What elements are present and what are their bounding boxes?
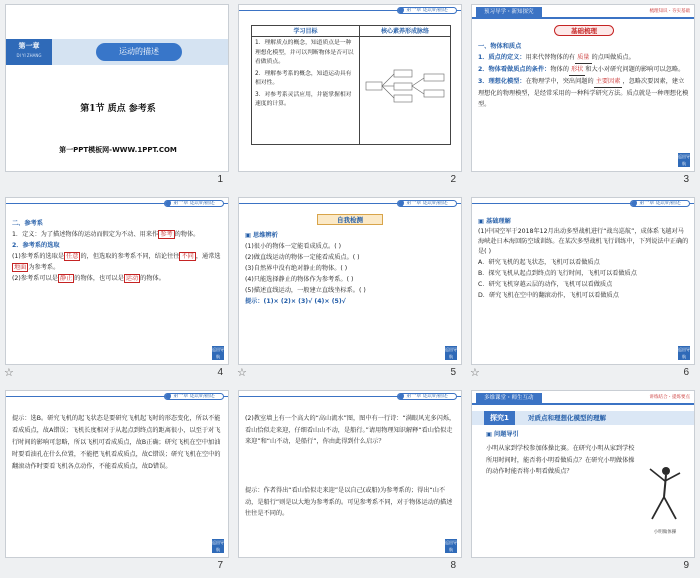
slide-number: 5 (450, 367, 456, 378)
goal-item: 1．理解质点的概念，知道质点是一种理想化模型，并可以判断物体是否可以看做质点。 (255, 40, 354, 65)
nav-chip[interactable]: 第一章 运动的描述 (397, 200, 457, 207)
answer-explanation: 提示：选B。研究飞机的起飞状态是要研究飞机起飞时的形态变化，所以不能看成质点，故A错误；飞机长度相对于从起点到终点的距离很小，以至于对飞行时间的影响可忽略，所以飞机可看成质点，故B正确；研究飞机在空中加油时要看油孔在什么位置，不能把飞机看成质点，故C错误；研究飞机在空中的翻滚动作时要看飞机各点动作，不能看成质点，故D错误。 (12, 415, 221, 470)
section-banner: 预习导学・新知探究 (476, 7, 542, 17)
nav-chip[interactable]: 第一章 运动的描述 (164, 200, 224, 207)
goal-item: 2．理解参考系的概念，知道运动具有相对性。 (255, 70, 352, 86)
slide-cell-4[interactable] (0, 193, 233, 385)
judge-item: (1)很小的物体一定能看成质点。( ) (245, 243, 341, 250)
column-header: 学习目标 (252, 26, 360, 37)
slide-cell-3[interactable] (466, 0, 699, 192)
back-button[interactable]: 返回导航 (212, 347, 224, 359)
column-header: 核心素养形成脉络 (360, 26, 450, 37)
answer-blank: 质量 (575, 52, 591, 64)
slide-number: 9 (683, 560, 689, 571)
basics-heading: 基础梳理 (554, 25, 614, 36)
chapter-title: 运动的描述 (96, 43, 182, 61)
animation-star-icon: ☆ (4, 366, 14, 379)
option-d: D．研究飞机在空中的翻滚动作，飞机可以看做质点 (478, 292, 619, 299)
slide-thumbnail[interactable] (471, 197, 695, 365)
goal-item: 3．对参考系灵活应用，并能掌握相对速度的计算。 (255, 91, 352, 107)
slide-number: 7 (217, 560, 223, 571)
probe-title: 对质点和理想化模型的理解 (528, 414, 606, 422)
option-b: B．探究飞机从起点到终点的飞行时间，飞机可以看做质点 (478, 270, 637, 277)
judge-item: (5)描述直线运动，一般建立直线坐标系。( ) (245, 287, 366, 294)
slide-thumbnail[interactable] (5, 390, 229, 558)
slide-cell-5[interactable] (233, 193, 466, 385)
animation-star-icon: ☆ (237, 366, 247, 379)
slide-cell-8[interactable] (233, 386, 466, 578)
answer-hint: 提示：(1)× (2)× (3)√ (4)× (5)√ (245, 298, 346, 305)
back-button[interactable]: 返回导航 (445, 540, 457, 552)
slide-thumbnail[interactable] (238, 197, 462, 365)
slide-cell-6[interactable] (466, 193, 699, 385)
slide-cell-7[interactable] (0, 386, 233, 578)
guide-question: 小明从家到学校参加体操比赛。在研究小明从家到学校所用时间时，能否将小明看做质点？在研究小明做体操的动作时能否将小明看做质点？ (486, 445, 635, 475)
slide-thumbnail[interactable] (471, 4, 695, 172)
goals-list (252, 37, 360, 145)
section-banner: 多维课堂・师生互动 (476, 393, 542, 403)
back-button[interactable]: 返回导航 (678, 347, 690, 359)
slide-number: 1 (217, 174, 223, 185)
answer-blank: 形状 (569, 64, 585, 76)
section-heading: 二、参考系 (12, 220, 43, 227)
section-title: 第1节 质点 参考系 (80, 104, 156, 114)
slide-thumbnail[interactable] (238, 4, 462, 172)
mind-map-diagram (364, 66, 448, 106)
slide-thumbnail[interactable] (5, 197, 229, 365)
judge-item: (2)做直线运动的物体一定能看成质点。( ) (245, 254, 360, 261)
judge-item: (3)自然界中没有绝对静止的物体。( ) (245, 265, 348, 272)
nav-chip[interactable]: 第一章 运动的描述 (630, 200, 690, 207)
nav-chip[interactable]: 第一章 运动的描述 (397, 7, 457, 14)
answer-blank: 主要因素 (594, 76, 623, 88)
judge-item: (4)只能选择静止的物体作为参考系。( ) (245, 276, 354, 283)
slide-number: 8 (450, 560, 456, 571)
guide-heading: ▣ 问题导引 (486, 431, 519, 438)
self-check-banner: 自我检测 (317, 214, 383, 225)
back-button[interactable]: 返回导航 (445, 347, 457, 359)
goals-table (251, 25, 451, 145)
nav-chip[interactable]: 第一章 运动的描述 (397, 393, 457, 400)
reference-frame-content: 二、参考系 1．定义：为了描述物体的运动而假定为不动、用来作 参考 的物体。 2．参考系的选取 (1)参考系的选取是 任意 的，但选取的参考系不同，结论往往 不同 ，通常选地面 为参考系。 (2)参考系可以是 静止 的物体，也可以是 运动 的物体。 (12, 218, 224, 284)
banner-right: 讲练结合・提炼要点 (649, 395, 690, 400)
slide-number: 6 (683, 367, 689, 378)
checkbox-icon: ▣ (486, 431, 495, 438)
slide-number: 4 (217, 367, 223, 378)
slide-number: 2 (450, 174, 456, 185)
chapter-badge: 第一章 DI YI ZHANG (6, 39, 52, 65)
option-c: C．研究飞机穿越云层的动作，飞机可以看做质点 (478, 281, 613, 288)
slide-thumbnail[interactable] (471, 390, 695, 558)
slide-cell-2[interactable] (233, 0, 466, 192)
slide-number: 3 (683, 174, 689, 185)
question-stem: (1)中国空军于2018年12月出动多型战机进行“战鸟巡航”，成体系飞越对马海峡赴日本海回防空域训练。在某次多型战机飞行训练中，下列说法中正确的是( ) (478, 228, 689, 255)
probe-badge: 探究1 (484, 411, 515, 425)
checkbox-icon: ▣ (478, 218, 487, 225)
option-a: A．研究飞机的起飞状态，飞机可以看做质点 (478, 259, 600, 266)
gymnast-figure (642, 461, 686, 525)
footer-text: 第一PPT模板网-WWW.1PPT.COM (59, 146, 177, 154)
nav-chip[interactable]: 第一章 运动的描述 (164, 393, 224, 400)
basic-understanding: ▣ 基础理解 (1)中国空军于2018年12月出动多型战机进行“战鸟巡航”，成体系飞越对马海峡赴日本海回防空域训练。在某次多型战机飞行训练中，下列说法中正确的是( ) A．研究飞机的起飞状态，飞机可以看做质点 B．探究飞机从起点到终点的飞行时间，飞机可以看做质点 C．研究飞机穿越云层的动作，飞机可以看做质点 D．研究飞机在空中的翻滚动作，飞机可以看做质点 (478, 218, 689, 299)
answer-hint: 提示：作者得出“看山恰似走来迎”是以自己(或船)为参考系的；得出“山不动，是船行”则是以大地为参考系的。可见参考系不同，对于物体运动的描述往往是不同的。 (245, 487, 453, 517)
back-button[interactable]: 返回导航 (212, 540, 224, 552)
slide-thumbnail[interactable] (238, 390, 462, 558)
slide-cell-1[interactable] (0, 0, 233, 192)
self-check-list: ▣ 思维辨析 (1)很小的物体一定能看成质点。( ) (2)做直线运动的物体一定能看成质点。( ) (3)自然界中没有绝对静止的物体。( ) (4)只能选择静止的物体作为参考系。( ) (5)描述直线运动，一般建立直线坐标系。( ) 提示：(1)× (2)× (3)√ (4)× (5)√ (245, 230, 457, 307)
animation-star-icon: ☆ (470, 366, 480, 379)
slide-thumbnail[interactable] (5, 4, 229, 172)
item-heading: 一、物体和质点 (478, 43, 522, 50)
banner-right: 梳理知识・夯实基础 (649, 9, 690, 14)
question-text: (2)教室墙上有一个高大的“高山流水”图，图中有一行诗：“满眼风光多闪烁，看山恰似走来迎，仔细看山山不动，是船行。”请用物理知识解释“看山恰似走来迎”和“山不动，是船行”，你由此得到什么启示？ (245, 415, 456, 445)
slide-cell-9[interactable] (466, 386, 699, 578)
checkbox-icon: ▣ (245, 232, 254, 239)
basics-list: 一、物体和质点 1．质点的定义：用来代替物体的有 质量 的点叫做质点。 2．物体看做质点的条件：物体的 形状 和大小对研究问题的影响可以忽略。 3．理想化模型：在物理学中，突出问题的 主要因素 ，忽略次要因素，建立理想化的物理模型，是经常采用的一种科学研究方法。质点就是一种理想化模型。 (478, 43, 689, 108)
back-button[interactable]: 返回导航 (678, 154, 690, 166)
figure-caption: 小明做体操 (653, 530, 677, 535)
